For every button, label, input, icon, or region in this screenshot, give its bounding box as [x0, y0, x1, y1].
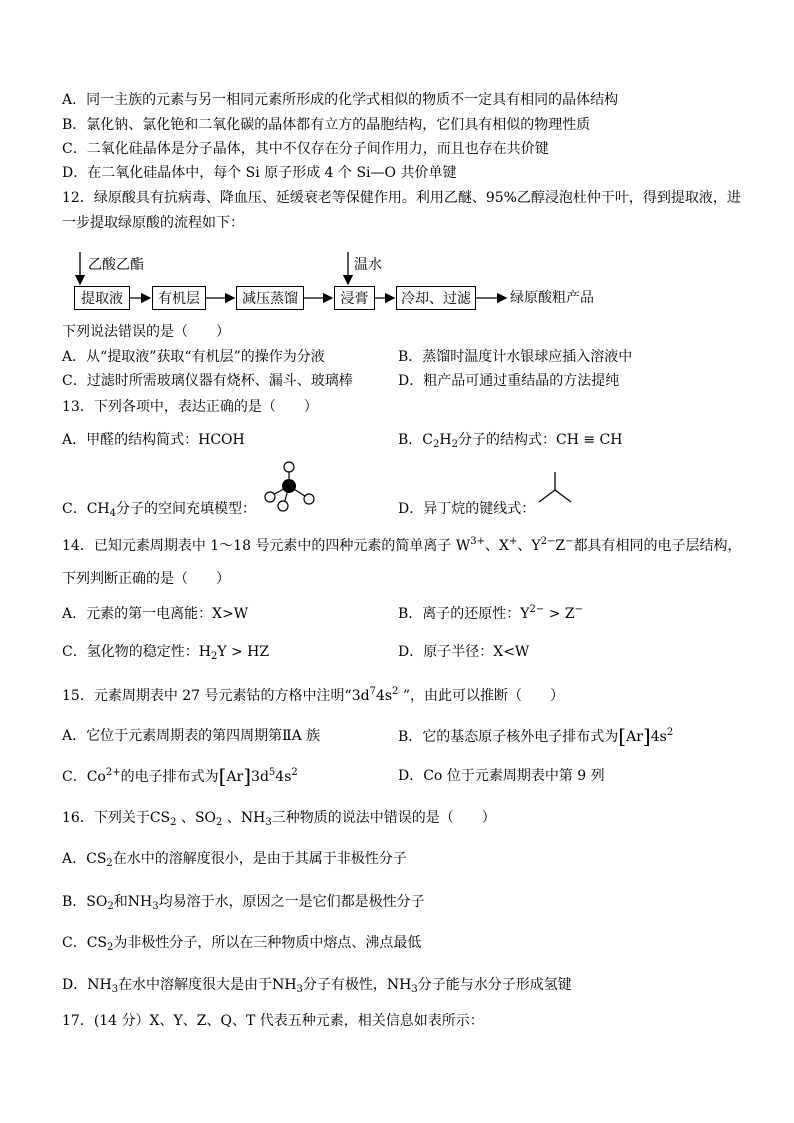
flow-step-cool-filter: 冷却、过滤	[396, 286, 476, 310]
q13-option-a: A．甲醛的结构简式：HCOH	[62, 432, 245, 448]
q16-stem-pre: 16．下列关于	[62, 810, 150, 826]
q13-b-text: 分子的结构式：CH ≡ CH	[457, 432, 623, 448]
q16-d-text2: 分子有极性，	[302, 977, 387, 993]
q14-stem-pre: 14．已知元素周期表中 1～18 号元素中的四种元素的简单离子 W	[62, 538, 471, 554]
q12-stem-line1: 12．绿原酸具有抗病毒、降血压、延缓衰老等保健作用。利用乙醚、95%乙醇浸泡杜仲干叶，得到提取液，进	[62, 190, 741, 206]
q12-option-d: D．粗产品可通过重结晶的方法提纯	[398, 373, 620, 389]
q12-question: 下列说法错误的是（ ）	[62, 324, 230, 340]
isobutane-skeletal-formula-icon	[535, 470, 585, 510]
q11-option-d: D．在二氧化硅晶体中，每个 Si 原子形成 4 个 Si—O 共价单键	[62, 165, 457, 181]
methane-space-filling-model-icon	[262, 460, 322, 514]
q16-option-b: B．$SO_2$和$NH_3$均易溶于水，原因之一是它们都是极性分子	[62, 894, 425, 912]
q16-c-text: 为非极性分子，所以在三种物质中熔点、沸点最低	[113, 935, 422, 951]
q11-option-c: C．二氧化硅晶体是分子晶体，其中不仅存在分子间作用力，而且也存在共价键	[62, 141, 549, 157]
q14-option-a: A．元素的第一电离能：X>W	[62, 606, 249, 622]
flow-step-extract-paste: 浸膏	[334, 286, 375, 310]
q14-stem-line1: 14．已知元素周期表中 1～18 号元素中的四种元素的简单离子 $W^{3+}$、X+、$Y^{2-}Z^-$都具有相同的电子层结构，	[62, 536, 742, 554]
q16-stem-post: 三种物质的说法中错误的是（ ）	[271, 810, 496, 826]
q13-option-d: D．异丁烷的键线式：	[398, 501, 536, 517]
q16-a-text: 在水中的溶解度很小，是由于其属于非极性分子	[112, 851, 407, 867]
q12-stem-line2: 一步提取绿原酸的流程如下：	[62, 215, 244, 231]
q14-stem-z: Z	[555, 538, 566, 554]
q13-c-text: 分子的空间充填模型：	[116, 501, 257, 517]
flow-step-organic-layer: 有机层	[152, 286, 206, 310]
q15-c-text: 的电子排布式为	[120, 769, 219, 785]
q16-option-a: A．$CS_2$在水中的溶解度很小，是由于其属于非极性分子	[62, 851, 407, 869]
q13-option-c: C．$CH_4$分子的空间充填模型：	[62, 501, 257, 519]
q16-d-text1: 在水中溶解度很大是由于	[118, 977, 273, 993]
q12-option-b: B．蒸馏时温度计水银球应插入溶液中	[398, 349, 633, 365]
q15-option-c: C．$Co^{2+}$的电子排布式为$[Ar]3d^54s^2$	[62, 764, 298, 788]
q14-c-text: C．氢化物的稳定性：	[62, 644, 199, 660]
q14-option-c: C．氢化物的稳定性：$H_2Y$ > HZ	[62, 644, 270, 662]
q14-stem-y: 、Y	[517, 538, 541, 554]
flow-product: 绿原酸粗产品	[510, 290, 594, 306]
q12-option-a: A．从“提取液”获取“有机层”的操作为分液	[62, 349, 325, 365]
q13-stem: 13．下列各项中，表达正确的是（ ）	[62, 399, 318, 415]
reagent-warm-water: 温水	[354, 257, 382, 273]
q11-option-a: A．同一主族的元素与另一相同元素所形成的化学式相似的物质不一定具有相同的晶体结构	[62, 92, 619, 108]
q14-b-text: B．离子的还原性：	[398, 606, 521, 622]
q17-stem: 17．(14 分）X、Y、Z、Q、T 代表五种元素，相关信息如表所示：	[62, 1013, 484, 1029]
q12-flow-diagram	[72, 250, 632, 314]
q15-b-text: B．它的基态原子核外电子排布式为	[398, 729, 619, 745]
q14-stem-post: 都具有相同的电子层结构，	[573, 538, 742, 554]
q13-option-b: B．$C_2H_2$分子的结构式：CH ≡ CH	[398, 432, 623, 450]
flow-step-vacuum-distill: 减压蒸馏	[236, 286, 304, 310]
q14-option-d: D．原子半径：X<W	[398, 644, 530, 660]
q12-option-c: C．过滤时所需玻璃仪器有烧杯、漏斗、玻璃棒	[62, 373, 353, 389]
q14-option-b: B．离子的还原性：$Y^{2-} > Z^-$	[398, 604, 584, 622]
q13-b-prefix: B．	[398, 432, 423, 448]
q15-option-a: A．它位于元素周期表的第四周期第ⅡA 族	[62, 728, 321, 744]
q15-option-b: B．它的基态原子核外电子排布式为$[Ar]4s^2$	[398, 724, 674, 748]
q15-stem-post: ”，由此可以推断（ ）	[402, 688, 565, 704]
q15-stem-pre: 15．元素周期表中 27 号元素钴的方格中注明“	[62, 688, 352, 704]
q16-option-c: C．$CS_2$为非极性分子，所以在三种物质中熔点、沸点最低	[62, 935, 422, 953]
q14-stem-x: 、X	[485, 538, 509, 554]
q16-stem: 16．下列关于$CS_2$ 、$SO_2$ 、$NH_3$三种物质的说法中错误的是（ ）	[62, 810, 496, 828]
q16-option-d: D．$NH_3$在水中溶解度很大是由于$NH_3$分子有极性，$NH_3$分子能与水分子形成氢键	[62, 977, 572, 995]
q15-stem: 15．元素周期表中 27 号元素钴的方格中注明“$3d^74s^2$ ”，由此可以推断（ ）	[62, 686, 565, 704]
flow-step-extract: 提取液	[74, 286, 130, 310]
reagent-ethyl-acetate: 乙酸乙酯	[88, 257, 144, 273]
q16-d-text3: 分子能与水分子形成氢键	[417, 977, 572, 993]
q15-option-d: D．Co 位于元素周期表中第 9 列	[398, 768, 605, 784]
q14-stem-line2: 下列判断正确的是（ ）	[62, 571, 230, 587]
q16-b-text: 均易溶于水，原因之一是它们都是极性分子	[158, 894, 425, 910]
q11-option-b: B．氯化钠、氯化铯和二氧化碳的晶体都有立方的晶胞结构，它们具有相似的物理性质	[62, 117, 591, 133]
